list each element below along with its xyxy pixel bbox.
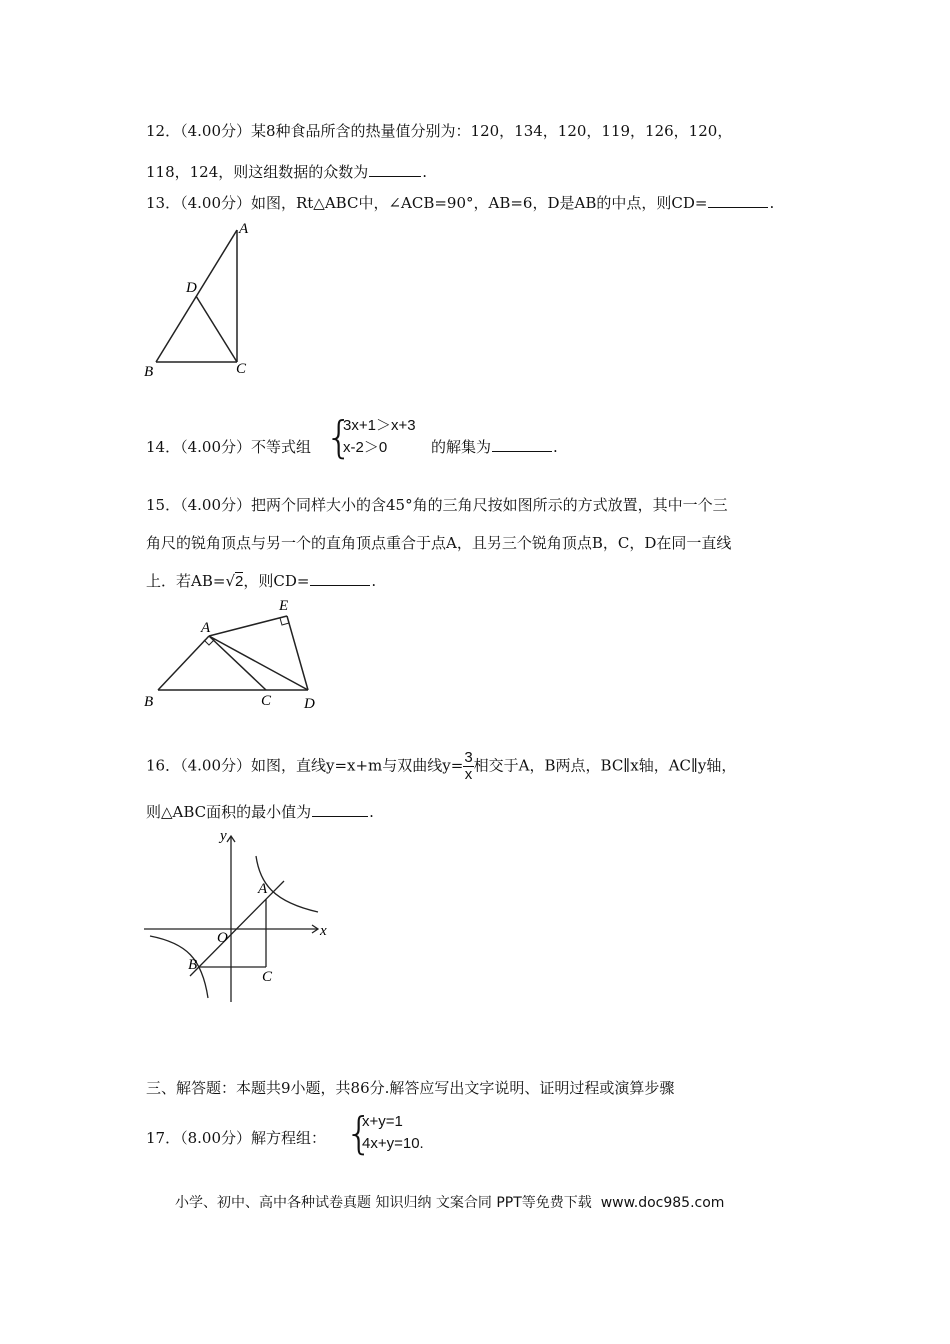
q16-label-b: B — [188, 957, 198, 973]
q15-side-ab — [158, 636, 209, 690]
q17-equation-2-text: 4x+y=10 — [362, 1135, 420, 1152]
q14-brace: { — [325, 412, 353, 463]
q13-label-d: D — [186, 280, 197, 296]
answer-blank — [369, 161, 421, 177]
q16-label-a: A — [258, 881, 268, 897]
q13-median-cd — [196, 296, 237, 362]
q16-label-c: C — [262, 969, 273, 985]
q15-label-d: D — [304, 696, 315, 712]
q16-end: . — [369, 803, 374, 821]
answer-blank — [708, 192, 768, 208]
q16-line1-suffix: 相交于A，B两点，BC∥x轴，AC∥y轴， — [473, 756, 737, 775]
q17-equation-2 — [362, 1133, 424, 1155]
q15-end: . — [371, 572, 377, 590]
q12-end: . — [422, 163, 428, 181]
q16-frac-num: 3 — [464, 749, 473, 766]
q16-line1-prefix: 16．（4.00分）如图，直线y=x+m与双曲线y= — [146, 756, 464, 775]
answer-blank — [310, 570, 370, 586]
q17-brace: { — [345, 1108, 373, 1159]
q17-system — [362, 1111, 424, 1155]
answer-blank — [492, 436, 552, 452]
q15-label-a: A — [201, 620, 211, 636]
q15-label-c: C — [261, 693, 272, 709]
q16-line2 — [146, 801, 374, 822]
q12-line2 — [146, 161, 427, 182]
q14-inequality-1: 3x+1＞x+3 — [343, 417, 416, 434]
footer-url[interactable]: www.doc985.com — [600, 1195, 725, 1211]
q15-line2: 角尺的锐角顶点与另一个的直角顶点重合于点A，且另三个锐角顶点B，C，D在同一直线 — [146, 534, 732, 552]
q16-frac-den: x — [464, 766, 473, 783]
q13-triangle-figure — [140, 220, 260, 380]
section3-heading: 三、解答题：本题共9小题，共86分.解答应写出文字说明、证明过程或演算步骤 — [146, 1079, 675, 1097]
sqrt-value: 2 — [235, 573, 244, 590]
q15-side-ed — [287, 616, 308, 690]
q15-line1: 15．（4.00分）把两个同样大小的含45°角的三角尺按如图所示的方式放置，其中一个三 — [146, 496, 728, 514]
q16-line2-text: 则△ABC面积的最小值为 — [146, 803, 312, 821]
page-footer — [175, 1192, 724, 1212]
q13-end: . — [769, 194, 775, 212]
q15-label-e: E — [279, 598, 289, 614]
q17-end: . — [419, 1135, 424, 1152]
q12-line2-text: 118，124，则这组数据的众数为 — [146, 163, 369, 181]
q14-prefix: 14．（4.00分）不等式组 — [146, 438, 311, 456]
sqrt-symbol: √ — [225, 572, 235, 590]
q15-side-ae — [209, 616, 287, 636]
q15-label-b: B — [144, 694, 154, 710]
q14-suffix-line — [431, 436, 558, 457]
q15-triangles-figure — [140, 594, 330, 714]
q14-suffix: 的解集为 — [431, 438, 492, 456]
q14-end: . — [553, 438, 558, 456]
q14-inequality-2: x-2＞0 — [343, 439, 388, 456]
footer-text: 小学、初中、高中各种试卷真题 知识归纳 文案合同 PPT等免费下载 — [175, 1195, 592, 1211]
q14-system — [343, 415, 416, 459]
q16-label-y: y — [220, 828, 227, 844]
q16-graph-figure — [140, 826, 340, 1006]
q13-text-main: 13．（4.00分）如图，Rt△ABC中，∠ACB=90°，AB=6，D是AB的中点，则CD= — [146, 194, 708, 212]
q12-line1: 12．（4.00分）某8种食品所含的热量值分别为：120，134，120，119，126，120， — [146, 122, 733, 140]
q17-equation-1: x+y=1 — [362, 1113, 403, 1130]
q16-fraction — [463, 750, 473, 783]
q16-line1 — [146, 750, 736, 783]
q13-label-b: B — [144, 364, 154, 380]
q16-label-x: x — [320, 923, 327, 939]
q15-line3-suffix: ，则CD= — [243, 572, 310, 590]
q13-label-c: C — [236, 361, 247, 377]
q17-prefix: 17．（8.00分）解方程组： — [146, 1129, 326, 1147]
q13-text — [146, 192, 774, 213]
q15-line3 — [146, 570, 376, 591]
answer-blank — [312, 801, 368, 817]
q15-line3-prefix: 上．若AB= — [146, 572, 226, 590]
q13-label-a: A — [239, 221, 249, 237]
q16-label-o: O — [217, 930, 228, 946]
